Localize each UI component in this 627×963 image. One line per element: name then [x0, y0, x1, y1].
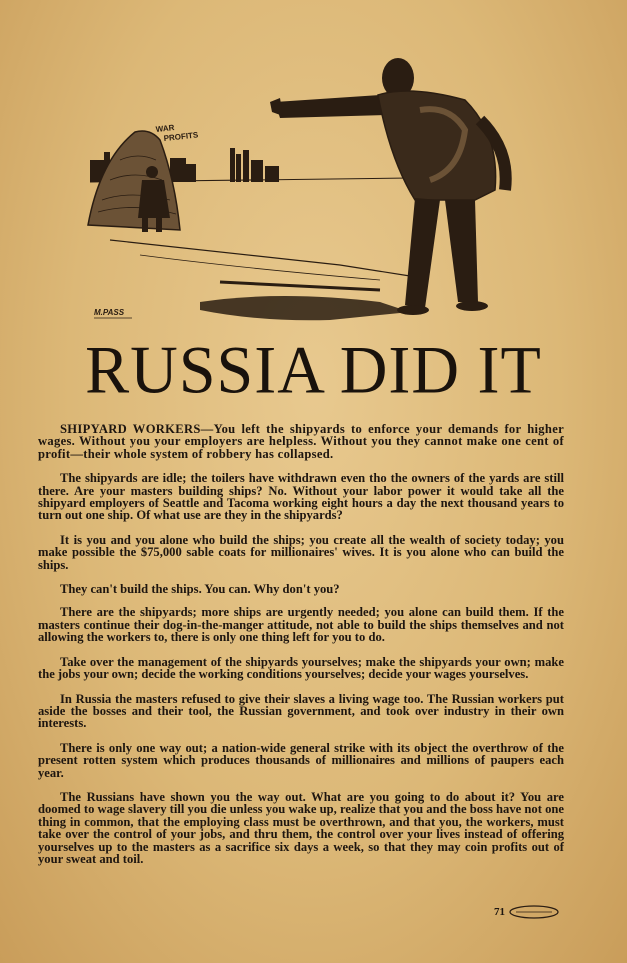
paragraph-1: SHIPYARD WORKERS—You left the shipyards to enforce your demands for higher wages. Without you your employers are helpless. Without you they cannot make one cent of profit—their whole system of robbery has collapsed. [38, 422, 564, 461]
pointing-worker-icon [270, 58, 506, 315]
sign-text-war: WAR [155, 123, 175, 134]
sign-text-profits: PROFITS [163, 130, 199, 143]
article-body [38, 423, 564, 877]
union-label-icon [508, 905, 560, 919]
paragraph-9: The Russians have shown you the way out. What are you going to do about it? You are doomed to wage slavery till you die unless you wake up, realize that you and the boss have not one thing in common, that the employing class must be overthrown, and that you, the workers, must take over the control of your jobs, and thru them, the control over your lives instead of offering yourselves up to the masters as a sacrifice six days a week, so that they may coin profits out of your sweat and toil. [38, 789, 564, 866]
headline: RUSSIA DID IT [85, 333, 542, 408]
paragraph-6: Take over the management of the shipyards yourselves; make the shipyards your own; make the jobs your own; decide the working conditions yourselves; decide your wages yourselves. [38, 654, 564, 682]
paragraph-5: There are the shipyards; more ships are urgently needed; you alone can build them. If the masters continue their dog-in-the-manger attitude, not able to build the ships themselves and not allowing the workers to, there is only one thing left for you to do. [38, 605, 564, 645]
worker-shadow [200, 296, 410, 320]
paragraph-3: It is you and you alone who build the ships; you create all the wealth of society today; you make possible the $75,000 sable coats for millionaires' wives. It is you alone who can build the ships. [38, 532, 564, 572]
page-number: 71 [494, 906, 505, 918]
paragraph-7: In Russia the masters refused to give their slaves a living wage too. The Russian workers put aside the bosses and their tool, the Russian government, and took over industry in their own interests. [38, 691, 564, 731]
artist-signature: M.PASS [94, 308, 125, 317]
paragraph-8: There is only one way out; a nation-wide general strike with its object the overthrow of the present rotten system which produces thousands of millionaires and millions of paupers each year. [38, 740, 564, 780]
cartoon-illustration [80, 40, 540, 330]
paragraph-2: The shipyards are idle; the toilers have withdrawn even tho the owners of the yards are still there. Are your masters building ships? No. Without your labor power it would take all the shipyard employers of Seattle and Tacoma working eight hours a day the next thousand years to turn out one ship. Of what use are they in the shipyards? [38, 471, 564, 523]
paragraph-4: They can't build the ships. You can. Why don't you? [60, 582, 340, 597]
